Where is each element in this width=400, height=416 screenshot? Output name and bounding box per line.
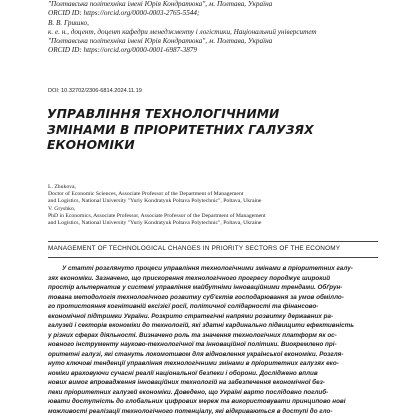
section-divider-top bbox=[48, 241, 378, 242]
abstract-line: У статті розглянуто процеси управління технологічними змінами в пріоритетних галу- bbox=[48, 264, 378, 274]
english-section-title: MANAGEMENT OF TECHNOLOGICAL CHANGES IN PRIORITY SECTORS OF THE ECONOMY bbox=[48, 245, 340, 252]
abstract-line: економічної підтримки України. Розкрито стратегічні напрями розвитку державних ра- bbox=[48, 312, 378, 322]
author-info-line: ORCID ID: https://orcid.org/0000-0003-2765-5544; bbox=[48, 9, 378, 18]
title-line: УПРАВЛІННЯ ТЕХНОЛОГІЧНИМИ bbox=[47, 107, 387, 123]
abstract-line: можливості реалізації технологічного потенціалу, які відкриваються в доступі до гло- bbox=[48, 407, 378, 416]
author-info-line: к. е. н., доцент, доцент кафедри менеджменту і логістики, Національний університет bbox=[48, 28, 378, 37]
author-info-line: В. В. Гришко, bbox=[48, 19, 378, 28]
abstract-line: го протистояння когнітивній ексізієї росії, політичної солідарності та фінансово- bbox=[48, 302, 378, 312]
abstract-line: зях економіки. Зазначено, що прискорення технологічного прогресу породжує широкий bbox=[48, 274, 378, 284]
abstract-line: у різних сферах діяльності. Визначено роль та значення технологічних платформ як ос- bbox=[48, 331, 378, 341]
abstract-line: пеки пріоритетних галузей економіки. Доведено, що Україні варто послідовно поглиб- bbox=[48, 388, 378, 398]
abstract-line: номіки враховуючи сучасні реалії національної безпеки і оборони. Досліджено вплив bbox=[48, 369, 378, 379]
abstract-line: галузей і секторів економіки до технологій, які здатні кардинально підвищити ефективність bbox=[48, 321, 378, 331]
abstract-line: нуто ключові тенденції управління технологічними змінами в пріоритетних галузях еко- bbox=[48, 359, 378, 369]
author-en-line: and Logistics, National University "Yuriy Kondratyuk Poltava Polytechnic", Poltava, Ukraine bbox=[48, 220, 378, 227]
author-info-line: ORCID ID: https://orcid.org/0000-0001-6987-3879 bbox=[48, 46, 378, 55]
section-divider-bottom bbox=[48, 257, 378, 258]
author-en-line: V. Gryshko, bbox=[48, 206, 378, 213]
author-en-line: Doctor of Economic Sciences, Associate Professor of the Department of Management bbox=[48, 191, 378, 198]
doi-line: DOI: 10.32702/2306-6814.2024.11.19 bbox=[48, 88, 142, 94]
abstract-line: простір альтернатив у системі управління майбутніми інноваційними трендами. Обґрун- bbox=[48, 283, 378, 293]
author-en-line: L. Zhukova, bbox=[48, 184, 378, 191]
author-info-ukrainian bbox=[48, 0, 378, 56]
author-en-line: and Logistics, National University "Yuriy Kondratyuk Poltava Polytechnic", Poltava, Ukraine bbox=[48, 198, 378, 205]
abstract-line: нових вимог впровадження інноваційних технологій на забезпечення економічної без- bbox=[48, 378, 378, 388]
abstract-line: оритетні галузі, які стануть локомотивом для відновлення української економіки. Розгля- bbox=[48, 350, 378, 360]
author-en-line: PhD in Economics, Associate Professor, Associate Professor of the Department of Management bbox=[48, 213, 378, 220]
abstract-line: новного інструменту науково-технологічної та інноваційної політики. Виокремлено прі- bbox=[48, 340, 378, 350]
title-line: ЗМІНАМИ В ПРІОРИТЕТНИХ ГАЛУЗЯХ bbox=[47, 123, 387, 139]
abstract-line: ювати доступність до глобальних цифрових мереж та використовувати принципово нові bbox=[48, 397, 378, 407]
abstract-text bbox=[48, 264, 378, 416]
title-line: ЕКОНОМІКИ bbox=[47, 138, 387, 154]
article-title bbox=[47, 107, 387, 154]
author-info-line: "Полтавська політехніка імені Юрія Кондратюка", м. Полтава, Україна bbox=[48, 37, 378, 46]
author-info-line: "Полтавська політехніка імені Юрія Кондратюка", м. Полтава, Україна bbox=[48, 0, 378, 9]
abstract-line: тована методологія технологічного розвитку суб'єктів господарювання за умов обмілло- bbox=[48, 293, 378, 303]
author-info-english bbox=[48, 184, 378, 227]
